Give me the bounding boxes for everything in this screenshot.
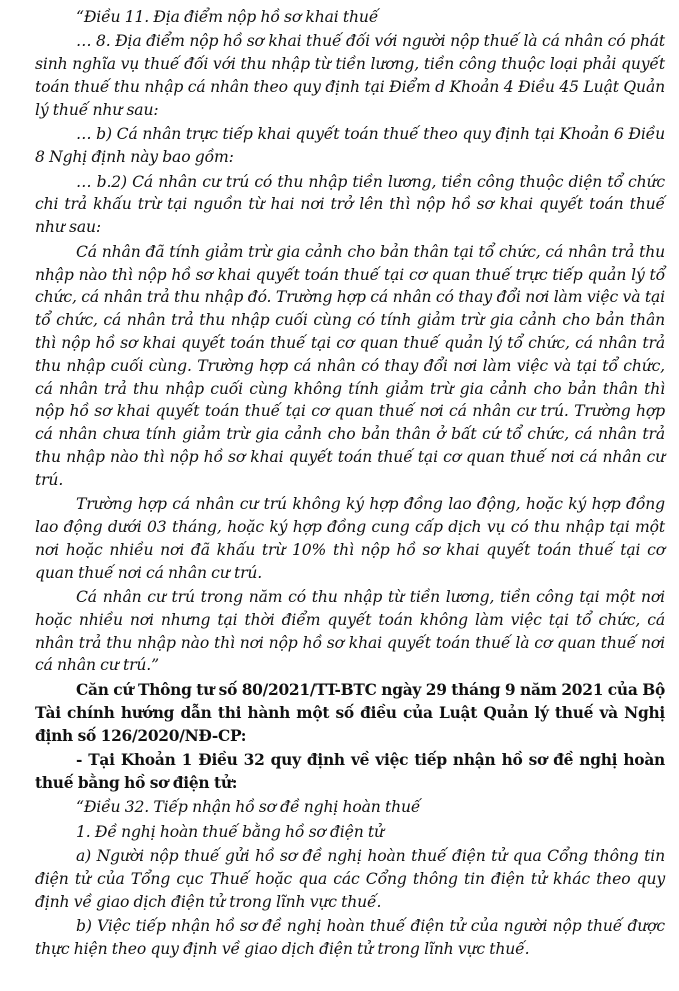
point-a-paragraph: a) Người nộp thuế gửi hồ sơ đề nghị hoàn thuế điện tử qua Cổng thông tin điện tử của Tổng cục Thuế hoặc qua các Cổng thông tin điện tử khác theo quy định về giao dịch điện tử trong lĩnh vực thuế. <box>35 847 665 911</box>
deduction-paragraph: Cá nhân đã tính giảm trừ gia cảnh cho bản thân tại tổ chức, cá nhân trả thu nhập nào thì nộp hồ sơ khai quyết toán thuế tại cơ quan thuế trực tiếp quản lý tổ chức, cá nhân trả thu nhập đó. Trường hợp cá nhân có thay đổi nơi làm việc và tại tổ chức, cá nhân trả thu nhập cuối cùng có tính giảm trừ gia cảnh cho bản thân thì nộp hồ sơ khai quyết toán thuế tại cơ quan thuế quản lý tổ chức, cá nhân trả thu nhập cuối cùng. Trường hợp cá nhân có thay đổi nơi làm việc và tại tổ chức, cá nhân trả thu nhập cuối cùng không tính giảm trừ gia cảnh cho bản thân thì nộp hồ sơ khai quyết toán thuế tại cơ quan thuế nơi cá nhân cư trú. Trường hợp cá nhân chưa tính giảm trừ gia cảnh cho bản thân ở bất cứ tổ chức, cá nhân trả thu nhập nào thì nộp hồ sơ khai quyết toán thuế tại cơ quan thuế nơi cá nhân cư trú. <box>35 242 665 489</box>
document-page <box>35 6 665 961</box>
article-32-heading: “Điều 32. Tiếp nhận hồ sơ đề nghị hoàn thuế <box>76 798 421 817</box>
point-b-paragraph: … b) Cá nhân trực tiếp khai quyết toán thuế theo quy định tại Khoản 6 Điều 8 Nghị định này bao gồm: <box>35 125 665 167</box>
article-11-heading: “Điều 11. Địa điểm nộp hồ sơ khai thuế <box>76 8 379 26</box>
electronic-refund-heading: 1. Đề nghị hoàn thuế bằng hồ sơ điện tử <box>76 822 384 841</box>
circular-80-paragraph: Căn cứ Thông tư số 80/2021/TT-BTC ngày 29 tháng 9 năm 2021 của Bộ Tài chính hướng dẫn thi hành một số điều của Luật Quản lý thuế và Nghị định số 126/2020/NĐ-CP: <box>35 680 665 745</box>
point-b-electronic-paragraph: b) Việc tiếp nhận hồ sơ đề nghị hoàn thuế điện tử của người nộp thuế được thực hiện theo quy định về giao dịch điện tử trong lĩnh vực thuế. <box>35 917 665 959</box>
article-32-clause-1-intro: - Tại Khoản 1 Điều 32 quy định về việc tiếp nhận hồ sơ đề nghị hoàn thuế bằng hồ sơ điện tử: <box>35 751 665 792</box>
no-contract-paragraph: Trường hợp cá nhân cư trú không ký hợp đồng lao động, hoặc ký hợp đồng lao động dưới 03 tháng, hoặc ký hợp đồng cung cấp dịch vụ có thu nhập tại một nơi hoặc nhiều nơi đã khấu trừ 10% thì nộp hồ sơ khai quyết toán thuế tại cơ quan thuế nơi cá nhân cư trú. <box>35 495 665 582</box>
clause-8-paragraph: … 8. Địa điểm nộp hồ sơ khai thuế đối với người nộp thuế là cá nhân có phát sinh nghĩa vụ thuế đối với thu nhập từ tiền lương, tiền công thuộc loại phải quyết toán thuế thu nhập cá nhân theo quy định tại Điểm d Khoản 4 Điều 45 Luật Quản lý thuế như sau: <box>35 32 665 119</box>
resident-paragraph: Cá nhân cư trú trong năm có thu nhập từ tiền lương, tiền công tại một nơi hoặc nhiều nơi nhưng tại thời điểm quyết toán không làm việc tại tổ chức, cá nhân trả thu nhập nào thì nơi nộp hồ sơ khai quyết toán thuế là cơ quan thuế nơi cá nhân cư trú.” <box>35 588 665 675</box>
point-b2-paragraph: … b.2) Cá nhân cư trú có thu nhập tiền lương, tiền công thuộc diện tổ chức chi trả khấu trừ tại nguồn từ hai nơi trở lên thì nộp hồ sơ khai quyết toán thuế như sau: <box>35 172 665 237</box>
